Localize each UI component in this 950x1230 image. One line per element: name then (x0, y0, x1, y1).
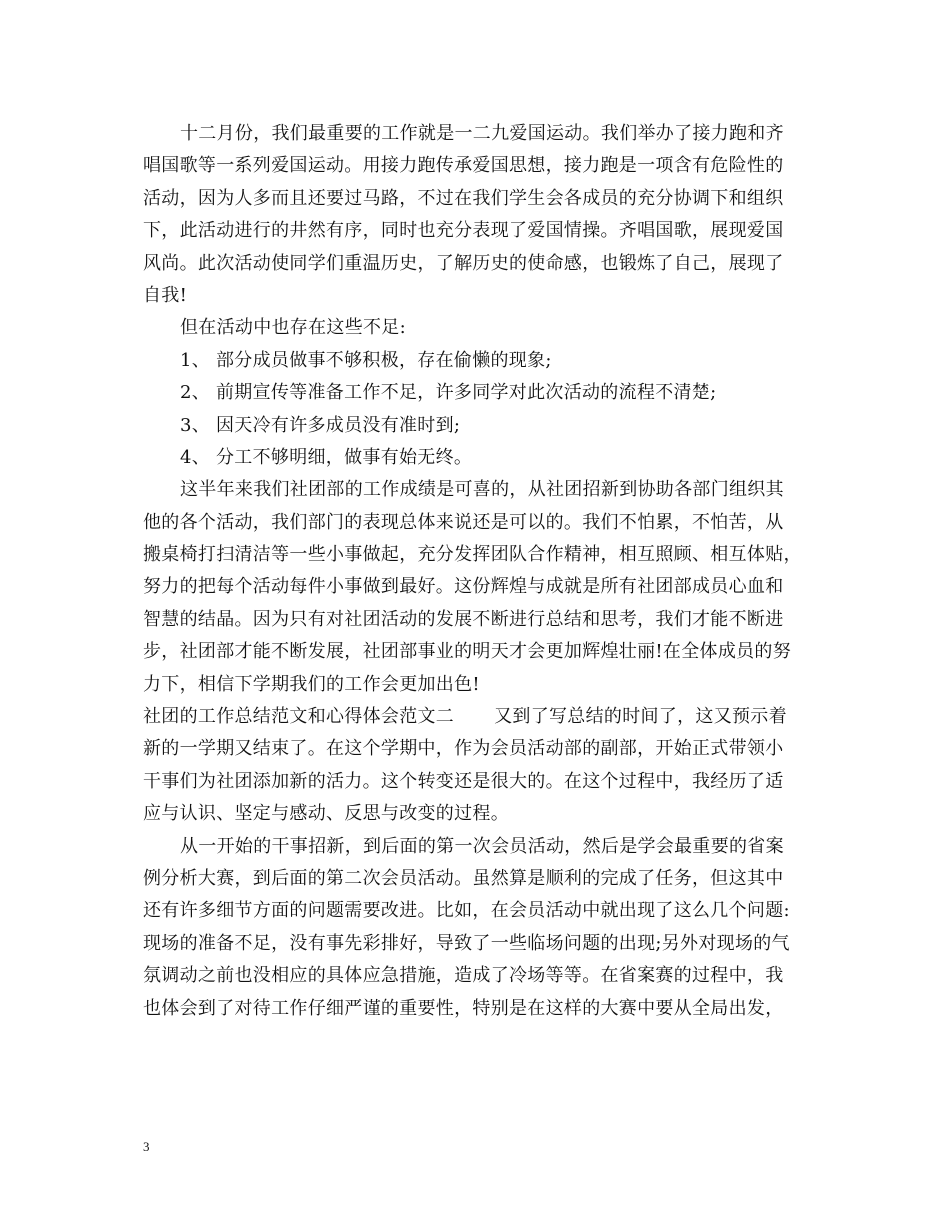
text-line: 十二月份，我们最重要的工作就是一二九爱国运动。我们举办了接力跑和齐 (180, 123, 784, 144)
text-line: 干事们为社团添加新的活力。这个转变还是很大的。在这个过程中，我经历了适 (143, 770, 784, 792)
text-line: 应与认识、坚定与感动、反思与改变的过程。 (143, 803, 509, 825)
list-item-number: 2、 (180, 382, 211, 404)
list-item-number: 4、 (180, 446, 211, 468)
text-line: 例分析大赛，到后面的第二次会员活动。虽然算是顺利的完成了任务，但这其中 (143, 867, 784, 889)
list-item-text: 因天冷有许多成员没有准时到; (216, 414, 461, 436)
text-line: 步，社团部才能不断发展，社团部事业的明天才会更加辉煌壮丽!在全体成员的努 (143, 641, 792, 663)
paragraph-december-activities (143, 118, 811, 312)
shortcomings-list (143, 345, 811, 475)
text-line: 自我! (143, 284, 188, 306)
text-line: 活动，因为人多而且还要过马路，不过在我们学生会各成员的充分协调下和组织 (143, 187, 784, 209)
section-two (143, 701, 811, 831)
list-item-text: 部分成员做事不够积极，存在偷懒的现象; (216, 349, 552, 371)
list-item-number: 3、 (180, 414, 211, 436)
text-line: 也体会到了对待工作仔细严谨的重要性，特别是在这样的大赛中要从全局出发， (143, 997, 784, 1019)
list-item (143, 345, 811, 377)
list-item-text: 分工不够明细，做事有始无终。 (216, 446, 473, 468)
text-line: 现场的准备不足，没有事先彩排好，导致了一些临场问题的出现;另外对现场的气 (143, 932, 790, 954)
list-item (143, 410, 811, 442)
section-title: 社团的工作总结范文和心得体会范文二 (143, 706, 455, 728)
text-line: 从一开始的干事招新，到后面的第一次会员活动，然后是学会最重要的省案 (180, 835, 784, 857)
text-line: 还有许多细节方面的问题需要改进。比如，在会员活动中就出现了这么几个问题: (143, 900, 790, 922)
section-heading-line (143, 701, 811, 733)
list-item-number: 1、 (180, 349, 211, 371)
paragraph-recruitment (143, 831, 811, 1025)
text-line: 力下，相信下学期我们的工作会更加出色! (143, 673, 480, 695)
text-line: 他的各个活动，我们部门的表现总体来说还是可以的。我们不怕累，不怕苦，从 (143, 511, 784, 533)
text-line: 这半年来我们社团部的工作成绩是可喜的，从社团招新到协助各部门组织其 (180, 479, 784, 501)
text-line: 唱国歌等一系列爱国运动。用接力跑传承爱国思想，接力跑是一项含有危险性的 (143, 155, 784, 177)
list-item (143, 377, 811, 409)
text-line: 又到了写总结的时间了，这又预示着 (494, 706, 787, 728)
page-number: 3 (143, 1139, 150, 1154)
paragraph-club-achievements (143, 474, 811, 701)
text-line: 新的一学期又结束了。在这个学期中，作为会员活动部的副部，开始正式带领小 (143, 738, 784, 760)
shortcomings-intro: 但在活动中也存在这些不足: (180, 317, 406, 339)
text-line: 搬桌椅打扫清洁等一些小事做起，充分发挥团队合作精神，相互照顾、相互体贴， (143, 544, 802, 566)
text-line: 氛调动之前也没相应的具体应急措施，造成了冷场等等。在省案赛的过程中，我 (143, 965, 784, 987)
document-body (143, 118, 811, 1025)
text-line: 下，此活动进行的井然有序，同时也充分表现了爱国情操。齐唱国歌，展现爱国 (143, 220, 784, 242)
list-item (143, 442, 811, 474)
list-item-text: 前期宣传等准备工作不足，许多同学对此次活动的流程不清楚; (216, 382, 717, 404)
text-line: 风尚。此次活动使同学们重温历史，了解历史的使命感，也锻炼了自己，展现了 (143, 252, 784, 274)
text-line: 智慧的结晶。因为只有对社团活动的发展不断进行总结和思考，我们才能不断进 (143, 608, 784, 630)
text-line: 努力的把每个活动每件小事做到最好。这份辉煌与成就是所有社团部成员心血和 (143, 576, 784, 598)
